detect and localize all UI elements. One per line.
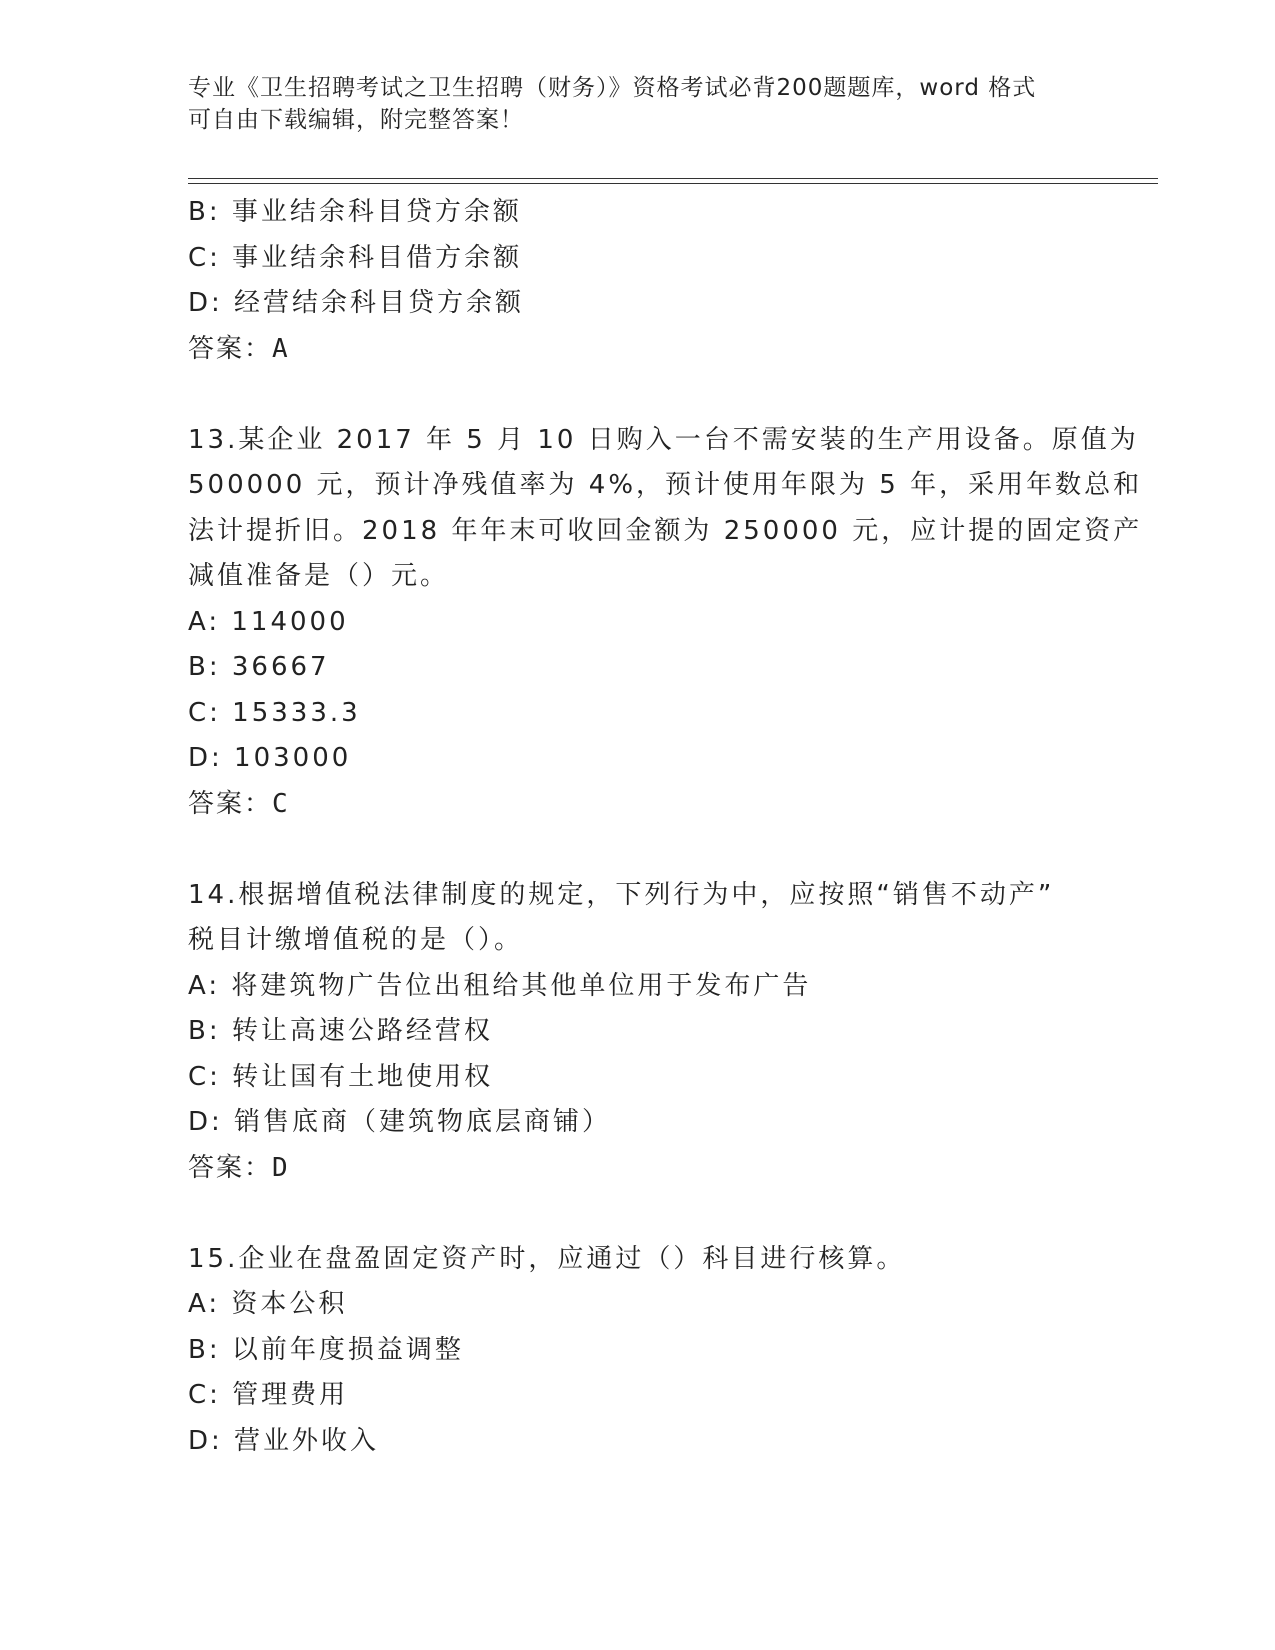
question-stem-line: 500000 元，预计净残值率为 4%，预计使用年限为 5 年，采用年数总和 <box>188 470 1143 500</box>
question-stem-line: 15.企业在盘盈固定资产时，应通过（）科目进行核算。 <box>188 1243 906 1274</box>
option-c: C: 事业结余科目借方余额 <box>188 242 523 273</box>
option-c: C: 转让国有土地使用权 <box>188 1061 494 1092</box>
option-d: D: 经营结余科目贷方余额 <box>188 288 525 318</box>
option-d: D: 营业外收入 <box>188 1425 380 1456</box>
question-stem-line: 13.某企业 2017 年 5 月 10 日购入一台不需安装的生产用设备。原值为 <box>188 424 1139 455</box>
option-b: B: 以前年度损益调整 <box>188 1334 464 1365</box>
question-stem-line: 减值准备是（）元。 <box>188 561 450 591</box>
spacer <box>188 1191 1088 1237</box>
answer-line: 答案：C <box>188 788 290 819</box>
document-header <box>188 72 1068 136</box>
option-d: D: 103000 <box>188 743 352 773</box>
option-c: C: 15333.3 <box>188 697 361 728</box>
question-list <box>188 190 1143 1464</box>
header-divider-top <box>188 178 1158 179</box>
header-line-1: 专业《卫生招聘考试之卫生招聘（财务）》资格考试必背200题题库，word 格式 <box>188 75 1037 101</box>
header-divider-bottom <box>188 183 1158 184</box>
option-c: C: 管理费用 <box>188 1380 349 1410</box>
question-15 <box>188 1237 1088 1465</box>
question-stem-line: 税目计缴增值税的是（）。 <box>188 925 524 955</box>
option-a: A: 资本公积 <box>188 1289 348 1319</box>
option-b: B: 转让高速公路经营权 <box>188 1016 493 1046</box>
question-14 <box>188 873 1088 1192</box>
option-b: B: 事业结余科目贷方余额 <box>188 197 522 227</box>
option-b: B: 36667 <box>188 652 330 682</box>
question-stem-line: 法计提折旧。2018 年年末可收回金额为 250000 元，应计提的固定资产 <box>188 515 1143 546</box>
question-13 <box>188 418 1143 828</box>
spacer <box>188 827 1088 873</box>
answer-line: 答案：A <box>188 333 290 364</box>
answer-line: 答案：D <box>188 1152 290 1183</box>
spacer <box>188 372 1088 418</box>
option-a: A: 将建筑物广告位出租给其他单位用于发布广告 <box>188 970 812 1001</box>
question-stem-line: 14.根据增值税法律制度的规定，下列行为中，应按照“销售不动产” <box>188 879 1055 910</box>
option-d: D: 销售底商（建筑物底层商铺） <box>188 1107 612 1137</box>
option-a: A: 114000 <box>188 606 349 637</box>
header-line-2: 可自由下载编辑，附完整答案！ <box>188 107 524 133</box>
question-12 <box>188 190 1088 372</box>
